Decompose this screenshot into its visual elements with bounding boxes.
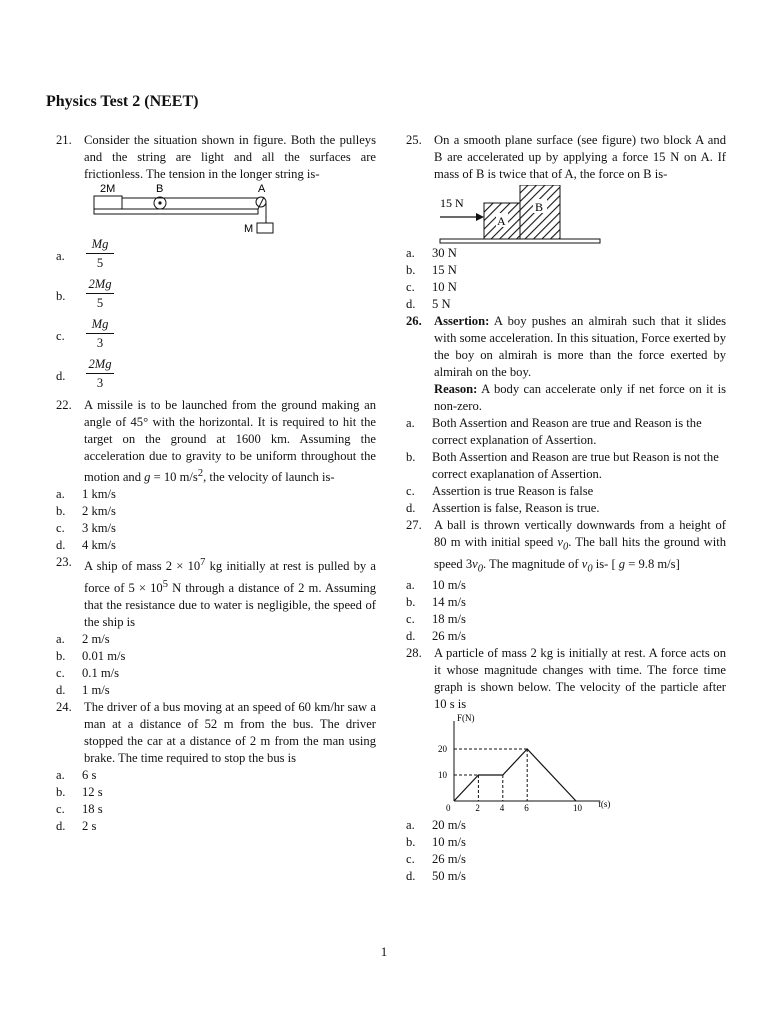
options-21 (56, 237, 376, 397)
option-d[interactable] (406, 628, 726, 645)
option-letter: d. (56, 369, 66, 383)
option-letter: c. (406, 612, 415, 627)
option-d[interactable] (406, 868, 726, 885)
option-text: 20 m/s (432, 818, 466, 833)
option-text: Assertion is true Reason is false (432, 484, 594, 498)
option-letter: b. (406, 263, 416, 277)
fraction-denominator: 3 (96, 336, 104, 350)
option-text: 30 N (432, 246, 457, 260)
x-axis-label: t(s) (598, 799, 611, 810)
right-column (406, 132, 726, 885)
y-axis-label: F(N) (457, 713, 475, 724)
page-title: Physics Test 2 (NEET) (46, 93, 199, 110)
question-28 (406, 645, 726, 713)
option-text: 2 m/s (82, 631, 110, 646)
question-number: 28. (406, 646, 422, 661)
reason-text: A body can accelerate only if net force on it is non-zero. (434, 382, 726, 413)
option-d[interactable] (56, 357, 376, 397)
option-letter: c. (56, 329, 65, 343)
option-letter: a. (406, 818, 415, 833)
question-27 (406, 517, 726, 577)
fraction (86, 355, 114, 392)
option-text: 2 s (82, 818, 97, 833)
question-24 (56, 699, 376, 767)
option-letter: b. (406, 450, 416, 464)
options-23 (56, 631, 376, 699)
option-letter: c. (406, 484, 415, 498)
question-number: 26. (406, 314, 422, 328)
fraction-numerator: Mg (86, 235, 114, 254)
option-letter: c. (406, 280, 415, 294)
option-text: 18 m/s (432, 612, 466, 627)
option-text: 0.01 m/s (82, 648, 126, 663)
surface (440, 239, 600, 243)
block-2m (94, 196, 122, 209)
blocks-figure (434, 185, 754, 245)
question-21 (56, 132, 376, 183)
table (94, 209, 258, 214)
force-label: 15 N (440, 196, 464, 210)
question-23 (56, 554, 376, 630)
option-letter: b. (56, 289, 66, 303)
option-b[interactable] (56, 277, 376, 317)
option-letter: c. (56, 801, 65, 816)
option-b[interactable] (406, 594, 726, 611)
option-a[interactable] (56, 237, 376, 277)
option-letter: a. (406, 578, 415, 593)
option-letter: c. (56, 665, 65, 680)
option-a[interactable] (56, 631, 376, 648)
block-m (257, 223, 273, 233)
option-letter: b. (56, 504, 66, 519)
left-column (56, 132, 376, 835)
options-24 (56, 767, 376, 835)
option-letter: a. (56, 631, 65, 646)
option-text: 18 s (82, 801, 103, 816)
option-letter: d. (406, 297, 416, 311)
option-b[interactable] (406, 834, 726, 851)
option-c[interactable] (406, 611, 726, 628)
option-text: 1 m/s (82, 682, 110, 697)
x-tick-label: 0 (446, 803, 451, 814)
option-letter: c. (56, 521, 65, 536)
fraction (86, 315, 114, 352)
option-letter: d. (56, 818, 66, 833)
option-letter: b. (56, 784, 66, 799)
options-26 (406, 415, 726, 517)
pulley-figure (86, 183, 406, 237)
question-text: A particle of mass 2 kg is initially at rest. A force acts on it whose magnitude changes with time. The force time graph is shown below. The velocity of the particle after 10 s is (434, 646, 726, 712)
option-d[interactable] (56, 818, 376, 835)
force-series-line (454, 749, 576, 801)
option-text: 5 N (432, 297, 451, 311)
question-number: 21. (56, 133, 72, 147)
option-text: 50 m/s (432, 869, 466, 884)
option-letter: d. (56, 538, 66, 553)
question-text: A ball is thrown vertically downwards from a height of 80 m with initial speed $v_0$. The ball hits the ground with speed $3v_0$. The magnitude of $v_0$ is- [ g = 9.8 m/s] (434, 518, 726, 575)
question-text: On a smooth plane surface (see figure) two block A and B are accelerated up by applying a force 15 N on A. If mass of B is twice that of A, the force on B is- (434, 133, 726, 181)
option-letter: a. (406, 416, 415, 430)
page-number: 1 (380, 944, 388, 959)
option-a[interactable] (406, 577, 726, 594)
option-c[interactable] (406, 851, 726, 868)
question-number: 25. (406, 133, 422, 147)
option-c[interactable] (406, 279, 726, 296)
label-b: B (156, 183, 164, 195)
option-text: 3 km/s (82, 521, 116, 536)
option-c[interactable] (406, 483, 726, 500)
force-time-graph (432, 713, 612, 817)
option-text: 26 m/s (432, 629, 466, 644)
option-text: 14 m/s (432, 595, 466, 610)
question-number: 22. (56, 398, 72, 412)
label-2m: 2M (100, 183, 116, 195)
question-number: 27. (406, 518, 422, 532)
block-b-label: B (535, 200, 544, 214)
option-text: 6 s (82, 767, 97, 782)
option-a[interactable] (56, 767, 376, 784)
question-25 (406, 132, 726, 183)
assertion-label: Assertion: (434, 314, 490, 328)
option-letter: a. (56, 767, 65, 782)
question-text: The driver of a bus moving at an speed of 60 km/hr saw a man at a distance of 52 m from the bus. The driver stopped the car at a distance of 2 m from the man using brake. The time required to stop the bus is (84, 699, 376, 765)
option-d[interactable] (56, 682, 376, 699)
option-letter: d. (406, 501, 416, 515)
option-b[interactable] (56, 648, 376, 665)
option-d[interactable] (56, 537, 376, 554)
fraction (86, 275, 114, 312)
option-text: 12 s (82, 784, 103, 799)
label-a: A (258, 183, 266, 195)
option-b[interactable] (56, 784, 376, 801)
question-text: A ship of mass $2 \times 10^7$ kg initially at rest is pulled by a force of $5 \times 10^5$ N through a distance of 2 m. Assuming that the resistance due to water is negligible, the speed of the ship is (84, 557, 376, 629)
options-28 (406, 817, 726, 885)
question-text: A missile is to be launched from the ground making an angle of 45° with the horizontal. It is required to hit the target on the ground at 1600 km. Assuming the acceleration due to gravity to be uniform throughout the motion and g = 10 $m/s^2$, the velocity of launch is- (84, 398, 376, 485)
question-22 (56, 397, 376, 486)
option-letter: a. (406, 246, 415, 260)
x-tick-label: 4 (499, 803, 505, 814)
option-a[interactable] (56, 486, 376, 503)
option-b[interactable] (56, 503, 376, 520)
option-text: 1 km/s (82, 487, 116, 502)
y-tick-label: 10 (438, 770, 447, 781)
option-text: 2 km/s (82, 504, 116, 519)
option-letter: a. (56, 249, 65, 263)
option-letter: d. (56, 682, 66, 697)
option-a[interactable] (406, 415, 726, 449)
fraction-numerator: 2Mg (86, 275, 114, 294)
option-text: Both Assertion and Reason are true and Reason is the correct explanation of Assertion. (432, 416, 702, 447)
label-m: M (244, 223, 254, 235)
block-a-label: A (497, 214, 506, 228)
option-letter: a. (56, 487, 65, 502)
question-text: Consider the situation shown in figure. Both the pulleys and the string are light and all the surfaces are frictionless. The tension in the longer string is- (84, 133, 376, 181)
option-text: 26 m/s (432, 852, 466, 867)
option-text: 10 N (432, 280, 457, 294)
options-25 (406, 245, 726, 313)
fraction-denominator: 5 (96, 296, 104, 310)
option-letter: b. (406, 595, 416, 610)
question-number: 23. (56, 555, 72, 570)
option-a[interactable] (406, 817, 726, 834)
reason-label: Reason: (434, 382, 478, 396)
x-tick-label: 6 (524, 803, 529, 814)
fraction-numerator: 2Mg (86, 355, 114, 374)
option-text: 4 km/s (82, 538, 116, 553)
option-text: 0.1 m/s (82, 665, 120, 680)
options-27 (406, 577, 726, 645)
option-c[interactable] (56, 520, 376, 537)
fraction (86, 235, 114, 272)
option-b[interactable] (406, 262, 726, 279)
option-letter: b. (406, 835, 416, 850)
fraction-denominator: 3 (96, 376, 104, 390)
option-text: 10 m/s (432, 835, 466, 850)
option-letter: c. (406, 852, 415, 867)
option-text: 10 m/s (432, 578, 466, 593)
option-text: Assertion is false, Reason is true. (432, 501, 600, 515)
option-letter: b. (56, 648, 66, 663)
option-d[interactable] (406, 296, 726, 313)
option-letter: d. (406, 869, 416, 884)
option-c[interactable] (56, 317, 376, 357)
x-tick-label: 2 (475, 803, 480, 814)
options-22 (56, 486, 376, 554)
question-number: 24. (56, 699, 72, 714)
question-26 (406, 313, 726, 415)
option-c[interactable] (56, 801, 376, 818)
option-d[interactable] (406, 500, 726, 517)
assertion-text: A boy pushes an almirah such that it slides with some acceleration. In this situation, Force exerted by the boy on almirah is more than the force exerted by almirah on the boy. (434, 314, 726, 379)
option-b[interactable] (406, 449, 726, 483)
option-letter: d. (406, 629, 416, 644)
option-c[interactable] (56, 665, 376, 682)
option-text: Both Assertion and Reason are true but Reason is not the correct exaplanation of Assertion. (432, 450, 719, 481)
fraction-denominator: 5 (96, 256, 104, 270)
option-text: 15 N (432, 263, 457, 277)
y-tick-label: 20 (438, 744, 447, 755)
x-tick-label: 10 (573, 803, 582, 814)
option-a[interactable] (406, 245, 726, 262)
fraction-numerator: Mg (86, 315, 114, 334)
